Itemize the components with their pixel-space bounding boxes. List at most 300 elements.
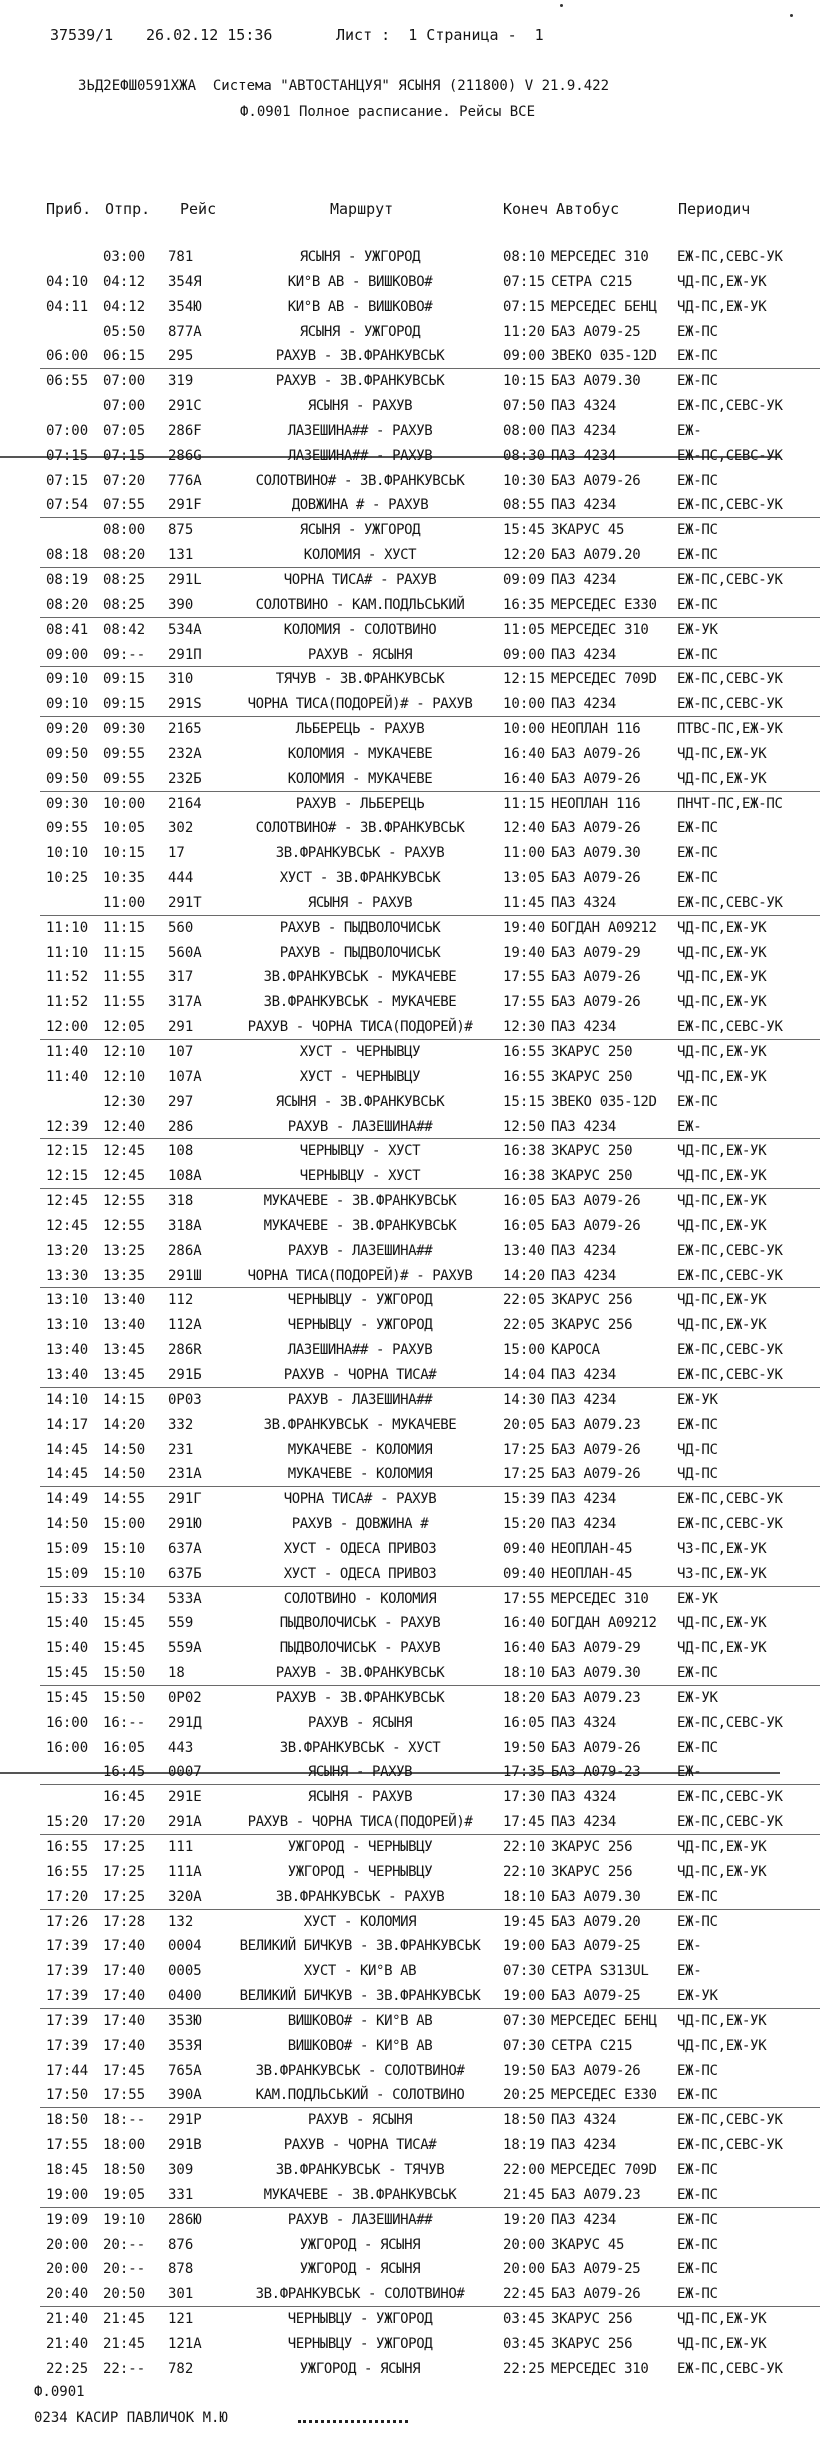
periodicity: ЕЖ-ПС bbox=[677, 870, 718, 887]
arrival-time: 07:15 bbox=[46, 472, 89, 489]
bus-model: ЗКАРУС 256 bbox=[551, 1863, 633, 1880]
route-name: ЗВ.ФРАНКУВСЬК - СОЛОТВИНО# bbox=[255, 2286, 465, 2303]
end-time: 16:05 bbox=[503, 1714, 546, 1731]
arrival-time: 17:39 bbox=[46, 1988, 89, 2005]
route-name: СОЛОТВИНО - КАМ.ПОДЛЬСЬКИЙ bbox=[255, 596, 465, 613]
end-time: 22:10 bbox=[503, 1839, 546, 1855]
end-time: 09:00 bbox=[503, 348, 546, 365]
end-time: 19:50 bbox=[503, 1739, 546, 1756]
table-row bbox=[0, 1363, 840, 1388]
arrival-time: 14:49 bbox=[46, 1491, 89, 1508]
periodicity: ЧД-ПС,ЕЖ-УК bbox=[677, 944, 767, 961]
bus-model: БАЗ А079.30 bbox=[551, 373, 641, 390]
table-row bbox=[0, 990, 840, 1015]
table-row bbox=[0, 444, 840, 469]
end-time: 17:35 bbox=[503, 1764, 546, 1781]
route-name: ЛАЗЕШИНА## - РАХУВ bbox=[287, 422, 433, 439]
end-time: 15:45 bbox=[503, 522, 546, 539]
table-row bbox=[0, 518, 840, 543]
route-name: ХУСТ - ЧЕРНЫВЦУ bbox=[299, 1068, 421, 1085]
end-time: 16:35 bbox=[503, 596, 546, 613]
route-number: 782 bbox=[168, 2360, 194, 2377]
route-name: ЧЕРНЫВЦУ - УЖГОРОД bbox=[287, 1292, 433, 1309]
route-name: ЧЕРНЫВЦУ - УЖГОРОД bbox=[287, 2335, 433, 2352]
table-row bbox=[0, 2059, 840, 2084]
route-number: 112 bbox=[168, 1292, 194, 1309]
bus-model: СЕТРА S313UL bbox=[551, 1963, 649, 1980]
periodicity: ЕЖ-ПС,СЕВС-УК bbox=[677, 1714, 783, 1731]
route-name: ВИШКОВО# - КИ°В АВ bbox=[287, 2037, 433, 2054]
table-row bbox=[0, 1711, 840, 1736]
route-name: КОЛОМИЯ - МУКАЧЕВЕ bbox=[287, 770, 433, 787]
route-number: 776А bbox=[168, 472, 202, 489]
arrival-time: 21:40 bbox=[46, 2311, 89, 2328]
periodicity: ЕЖ-ПС bbox=[677, 1888, 718, 1905]
departure-time: 09:15 bbox=[103, 671, 146, 688]
route-name: КОЛОМИЯ - ХУСТ bbox=[303, 547, 417, 564]
route-name: СОЛОТВИНО# - ЗВ.ФРАНКУВСЬК bbox=[255, 820, 465, 837]
departure-time: 05:50 bbox=[103, 323, 146, 340]
bus-model: БАЗ А079.20 bbox=[551, 1913, 641, 1930]
end-time: 22:45 bbox=[503, 2286, 546, 2303]
end-time: 16:40 bbox=[503, 745, 546, 762]
route-name: СОЛОТВИНО# - ЗВ.ФРАНКУВСЬК bbox=[255, 472, 465, 489]
end-time: 09:40 bbox=[503, 1565, 546, 1582]
route-number: 309 bbox=[168, 2161, 194, 2178]
bus-model: ПАЗ 4324 bbox=[551, 894, 617, 911]
periodicity: ЕЖ-ПС bbox=[677, 1739, 718, 1756]
end-time: 12:30 bbox=[503, 1019, 546, 1036]
arrival-time: 16:00 bbox=[46, 1739, 89, 1756]
route-number: 286F bbox=[168, 422, 202, 439]
bus-model: НЕОПЛАН 116 bbox=[551, 721, 641, 738]
periodicity: ЕЖ-ПС bbox=[677, 1665, 718, 1682]
bus-model: МЕРСЕДЕС 310 bbox=[551, 249, 649, 265]
departure-time: 13:45 bbox=[103, 1366, 146, 1383]
departure-time: 16:45 bbox=[103, 1764, 146, 1781]
route-number: 286 bbox=[168, 1118, 194, 1135]
schedule-table bbox=[0, 245, 840, 2382]
periodicity: ЕЖ-ПС bbox=[677, 2211, 718, 2228]
route-number: 765А bbox=[168, 2062, 202, 2079]
periodicity: ЕЖ-ПС,СЕВС-УК bbox=[677, 571, 783, 588]
bus-model: БОГДАН А09212 bbox=[551, 919, 657, 936]
departure-time: 17:20 bbox=[103, 1814, 146, 1831]
bus-model: ПАЗ 4234 bbox=[551, 1019, 617, 1036]
route-number: 291L bbox=[168, 571, 202, 588]
route-number: 318 bbox=[168, 1193, 194, 1210]
route-name: ЯСЫНЯ - РАХУВ bbox=[307, 1789, 413, 1806]
end-time: 16:40 bbox=[503, 770, 546, 787]
col-route-number: Рейс bbox=[180, 200, 217, 218]
footer-cashier: 0234 КАСИР ПАВЛИЧОК М.Ю bbox=[34, 2410, 228, 2426]
route-name: ЯСЫНЯ - РАХУВ bbox=[307, 894, 413, 911]
bus-model: ЗКАРУС 45 bbox=[551, 2236, 625, 2253]
end-time: 20:00 bbox=[503, 2261, 546, 2278]
table-row bbox=[0, 1313, 840, 1338]
periodicity: ЧД-ПС,ЕЖ-УК bbox=[677, 1193, 767, 1210]
arrival-time: 17:20 bbox=[46, 1888, 89, 1905]
periodicity: ЕЖ-ПС,СЕВС-УК bbox=[677, 1491, 783, 1508]
departure-time: 07:15 bbox=[103, 447, 146, 464]
periodicity: ЕЖ-ПС bbox=[677, 2261, 718, 2278]
periodicity: ЕЖ- bbox=[677, 1938, 702, 1955]
arrival-time: 20:40 bbox=[46, 2286, 89, 2303]
route-number: 390 bbox=[168, 596, 194, 613]
end-time: 20:00 bbox=[503, 2236, 546, 2253]
end-time: 15:00 bbox=[503, 1342, 546, 1359]
table-row bbox=[0, 866, 840, 891]
table-row bbox=[0, 1139, 840, 1164]
departure-time: 04:12 bbox=[103, 298, 146, 315]
end-time: 10:00 bbox=[503, 721, 546, 738]
route-name: МУКАЧЕВЕ - КОЛОМИЯ bbox=[287, 1466, 433, 1483]
periodicity: ЕЖ-ПС,СЕВС-УК bbox=[677, 1019, 783, 1036]
route-name: РАХУВ - ДОВЖИНА # bbox=[291, 1516, 429, 1533]
bus-model: БАЗ А079-26 bbox=[551, 2286, 641, 2303]
periodicity: ЕЖ-ПС bbox=[677, 472, 718, 489]
bus-model: ЗКАРУС 45 bbox=[551, 522, 625, 539]
route-number: 0004 bbox=[168, 1938, 202, 1955]
periodicity: ЕЖ-ПС bbox=[677, 820, 718, 837]
periodicity: ЕЖ-ПС,СЕВС-УК bbox=[677, 1342, 783, 1359]
periodicity: ЧД-ПС,ЕЖ-УК bbox=[677, 2037, 767, 2054]
route-number: 291Е bbox=[168, 1789, 202, 1806]
table-row bbox=[0, 1810, 840, 1835]
end-time: 09:09 bbox=[503, 571, 546, 588]
departure-time: 10:15 bbox=[103, 845, 146, 862]
table-row bbox=[0, 1065, 840, 1090]
table-row bbox=[0, 2009, 840, 2034]
end-time: 19:40 bbox=[503, 944, 546, 961]
table-row bbox=[0, 618, 840, 643]
end-time: 09:00 bbox=[503, 646, 546, 663]
departure-time: 11:55 bbox=[103, 994, 146, 1011]
periodicity: ЕЖ-ПС,СЕВС-УК bbox=[677, 671, 783, 688]
departure-time: 12:55 bbox=[103, 1217, 146, 1234]
periodicity: ЕЖ-ПС,СЕВС-УК bbox=[677, 398, 783, 415]
arrival-time: 17:39 bbox=[46, 2012, 89, 2029]
bus-model: ЗКАРУС 256 bbox=[551, 1292, 633, 1309]
departure-time: 13:40 bbox=[103, 1317, 146, 1334]
route-name: РАХУВ - ЗВ.ФРАНКУВСЬК bbox=[275, 1689, 445, 1706]
route-name: ЗВ.ФРАНКУВСЬК - СОЛОТВИНО# bbox=[255, 2062, 465, 2079]
departure-time: 15:34 bbox=[103, 1590, 146, 1607]
periodicity: ЧД-ПС,ЕЖ-УК bbox=[677, 2335, 767, 2352]
route-number: 286G bbox=[168, 447, 202, 464]
periodicity: ЕЖ-ПС bbox=[677, 522, 718, 539]
arrival-time: 13:40 bbox=[46, 1342, 89, 1359]
route-name: ХУСТ - ЧЕРНЫВЦУ bbox=[299, 1044, 421, 1060]
table-row bbox=[0, 1040, 840, 1065]
route-name: ЧЕРНЫВЦУ - ХУСТ bbox=[299, 1143, 421, 1160]
arrival-time: 16:00 bbox=[46, 1714, 89, 1731]
route-number: 0Р02 bbox=[168, 1689, 202, 1706]
departure-time: 12:30 bbox=[103, 1093, 146, 1110]
end-time: 19:00 bbox=[503, 1938, 546, 1955]
route-number: 18 bbox=[168, 1665, 185, 1682]
bus-model: БАЗ А079-25 bbox=[551, 2261, 641, 2278]
bus-model: БАЗ А079-25 bbox=[551, 1938, 641, 1955]
periodicity: ЧД-ПС,ЕЖ-УК bbox=[677, 2311, 767, 2328]
departure-time: 17:40 bbox=[103, 1988, 146, 2005]
table-row bbox=[0, 1115, 840, 1140]
bus-model: ПАЗ 4234 bbox=[551, 646, 617, 663]
route-number: 560А bbox=[168, 944, 202, 961]
periodicity: ЧД-ПС,ЕЖ-УК bbox=[677, 1068, 767, 1085]
table-row bbox=[0, 1885, 840, 1910]
end-time: 21:45 bbox=[503, 2186, 546, 2203]
route-number: 291 bbox=[168, 1019, 194, 1036]
arrival-time: 11:52 bbox=[46, 969, 89, 986]
periodicity: ЧД-ПС,ЕЖ-УК bbox=[677, 919, 767, 936]
route-number: 444 bbox=[168, 870, 194, 887]
route-name: РАХУВ - ЧОРНА ТИСА(ПОДОРЕЙ)# bbox=[247, 1019, 473, 1036]
periodicity: ЕЖ-УК bbox=[677, 1590, 718, 1607]
periodicity: ЧД-ПС bbox=[677, 1466, 718, 1483]
table-row bbox=[0, 891, 840, 916]
end-time: 16:55 bbox=[503, 1068, 546, 1085]
table-row bbox=[0, 1785, 840, 1810]
route-number: 443 bbox=[168, 1739, 194, 1756]
departure-time: 16:05 bbox=[103, 1739, 146, 1756]
bus-model: ПАЗ 4234 bbox=[551, 696, 617, 713]
route-name: ПЫДВОЛОЧИСЬК - РАХУВ bbox=[279, 1640, 441, 1657]
bus-model: МЕРСЕДЕС 310 bbox=[551, 2360, 649, 2377]
table-row bbox=[0, 692, 840, 717]
periodicity: ПНЧТ-ПС,ЕЖ-ПС bbox=[677, 795, 783, 812]
arrival-time: 12:15 bbox=[46, 1143, 89, 1160]
departure-time: 10:05 bbox=[103, 820, 146, 837]
route-number: 286R bbox=[168, 1342, 202, 1359]
route-name: РАХУВ - ЯСЫНЯ bbox=[307, 646, 413, 663]
route-number: 332 bbox=[168, 1416, 194, 1433]
departure-time: 17:25 bbox=[103, 1839, 146, 1855]
route-number: 291Р bbox=[168, 2112, 202, 2129]
bus-model: БАЗ А079.20 bbox=[551, 547, 641, 564]
route-number: 331 bbox=[168, 2186, 194, 2203]
arrival-time: 12:45 bbox=[46, 1193, 89, 1210]
periodicity: ЕЖ-ПС bbox=[677, 2186, 718, 2203]
route-number: 291В bbox=[168, 2137, 202, 2154]
route-name: УЖГОРОД - ЯСЫНЯ bbox=[299, 2261, 421, 2278]
arrival-time: 13:20 bbox=[46, 1242, 89, 1259]
periodicity: ЕЖ-ПС bbox=[677, 1093, 718, 1110]
end-time: 07:15 bbox=[503, 298, 546, 315]
bus-model: БАЗ А079-26 bbox=[551, 994, 641, 1011]
periodicity: ЕЖ-ПС bbox=[677, 323, 718, 340]
bus-model: МЕРСЕДЕС Е330 bbox=[551, 2087, 657, 2104]
route-name: ВЕЛИКИЙ БИЧКУВ - ЗВ.ФРАНКУВСЬК bbox=[239, 1938, 481, 1955]
arrival-time: 09:10 bbox=[46, 671, 89, 688]
table-row bbox=[0, 2307, 840, 2332]
route-name: РАХУВ - ЯСЫНЯ bbox=[307, 2112, 413, 2129]
table-row bbox=[0, 2133, 840, 2158]
route-number: 108 bbox=[168, 1143, 194, 1160]
route-name: ЯСЫНЯ - РАХУВ bbox=[307, 398, 413, 415]
end-time: 15:39 bbox=[503, 1491, 546, 1508]
departure-time: 18:-- bbox=[103, 2112, 146, 2129]
end-time: 11:00 bbox=[503, 845, 546, 862]
route-number: 560 bbox=[168, 919, 194, 936]
route-number: 297 bbox=[168, 1093, 194, 1110]
departure-time: 11:00 bbox=[103, 894, 146, 911]
end-time: 19:20 bbox=[503, 2211, 546, 2228]
route-number: 875 bbox=[168, 522, 194, 539]
end-time: 22:00 bbox=[503, 2161, 546, 2178]
route-number: 317 bbox=[168, 969, 194, 986]
route-name: ВЕЛИКИЙ БИЧКУВ - ЗВ.ФРАНКУВСЬК bbox=[239, 1988, 481, 2005]
departure-time: 06:15 bbox=[103, 348, 146, 365]
departure-time: 07:05 bbox=[103, 422, 146, 439]
table-row bbox=[0, 369, 840, 394]
bus-model: СЕТРА С215 bbox=[551, 273, 633, 290]
arrival-time: 12:45 bbox=[46, 1217, 89, 1234]
periodicity: ЕЖ-ПС bbox=[677, 2087, 718, 2104]
bus-model: ПАЗ 4234 bbox=[551, 571, 617, 588]
route-name: РАХУВ - ЛАЗЕШИНА## bbox=[287, 1242, 433, 1259]
departure-time: 17:40 bbox=[103, 2012, 146, 2029]
arrival-time: 09:55 bbox=[46, 820, 89, 837]
table-row bbox=[0, 2158, 840, 2183]
bus-model: ЗКАРУС 250 bbox=[551, 1143, 633, 1160]
departure-time: 12:45 bbox=[103, 1168, 146, 1185]
end-time: 19:50 bbox=[503, 2062, 546, 2079]
route-name: РАХУВ - ПЫДВОЛОЧИСЬК bbox=[279, 944, 441, 961]
periodicity: ЧД-ПС bbox=[677, 1441, 718, 1458]
periodicity: ЕЖ-ПС,СЕВС-УК bbox=[677, 1366, 783, 1383]
bus-model: ПАЗ 4234 bbox=[551, 1118, 617, 1135]
end-time: 22:05 bbox=[503, 1317, 546, 1334]
bus-model: ПАЗ 4324 bbox=[551, 1789, 617, 1806]
table-row bbox=[0, 1189, 840, 1214]
route-number: 232А bbox=[168, 745, 202, 762]
periodicity: ЕЖ- bbox=[677, 422, 702, 439]
departure-time: 14:50 bbox=[103, 1466, 146, 1483]
bus-model: БАЗ А079.23 bbox=[551, 1689, 641, 1706]
table-row bbox=[0, 643, 840, 668]
bus-model: ПАЗ 4234 bbox=[551, 422, 617, 439]
arrival-time: 11:40 bbox=[46, 1044, 89, 1060]
end-time: 16:40 bbox=[503, 1615, 546, 1632]
periodicity: ЧД-ПС,ЕЖ-УК bbox=[677, 298, 767, 315]
periodicity: ЧД-ПС,ЕЖ-УК bbox=[677, 969, 767, 986]
route-number: 0005 bbox=[168, 1963, 202, 1980]
route-number: 353Ю bbox=[168, 2012, 202, 2029]
table-row bbox=[0, 419, 840, 444]
end-time: 16:05 bbox=[503, 1217, 546, 1234]
end-time: 19:00 bbox=[503, 1988, 546, 2005]
table-row bbox=[0, 2083, 840, 2108]
end-time: 14:20 bbox=[503, 1267, 546, 1284]
departure-time: 15:10 bbox=[103, 1565, 146, 1582]
route-name: ХУСТ - КИ°В АВ bbox=[303, 1963, 417, 1980]
arrival-time: 13:10 bbox=[46, 1292, 89, 1309]
bus-model: ПАЗ 4234 bbox=[551, 447, 617, 464]
route-name: ЗВ.ФРАНКУВСЬК - ТЯЧУВ bbox=[275, 2161, 445, 2178]
bus-model: МЕРСЕДЕС БЕНЦ bbox=[551, 298, 657, 315]
end-time: 07:15 bbox=[503, 273, 546, 290]
col-route: Маршрут bbox=[330, 200, 394, 218]
bus-model: ПАЗ 4234 bbox=[551, 1814, 617, 1831]
end-time: 07:30 bbox=[503, 2037, 546, 2054]
arrival-time: 22:25 bbox=[46, 2360, 89, 2377]
periodicity: ЧД-ПС,ЕЖ-УК bbox=[677, 745, 767, 762]
route-number: 291Д bbox=[168, 1714, 202, 1731]
departure-time: 16:45 bbox=[103, 1789, 146, 1806]
departure-time: 08:42 bbox=[103, 621, 146, 638]
departure-time: 09:-- bbox=[103, 646, 146, 663]
table-row bbox=[0, 1239, 840, 1264]
arrival-time: 17:26 bbox=[46, 1913, 89, 1930]
sheet-page-indicator: Лист : 1 Страница - 1 bbox=[336, 26, 544, 44]
periodicity: ЧЗ-ПС,ЕЖ-УК bbox=[677, 1540, 767, 1557]
bus-model: БАЗ А079-26 bbox=[551, 472, 641, 489]
table-row bbox=[0, 1562, 840, 1587]
bus-model: ПАЗ 4324 bbox=[551, 1714, 617, 1731]
bus-model: БАЗ А079-23 bbox=[551, 1764, 641, 1781]
table-row bbox=[0, 1090, 840, 1115]
periodicity: ЧД-ПС,ЕЖ-УК bbox=[677, 1044, 767, 1060]
table-row bbox=[0, 1438, 840, 1463]
end-time: 07:30 bbox=[503, 2012, 546, 2029]
route-number: 319 bbox=[168, 373, 194, 390]
departure-time: 15:00 bbox=[103, 1516, 146, 1533]
departure-time: 12:45 bbox=[103, 1143, 146, 1160]
bus-model: БАЗ А079-26 bbox=[551, 1193, 641, 1210]
table-row bbox=[0, 1487, 840, 1512]
end-time: 22:05 bbox=[503, 1292, 546, 1309]
departure-time: 12:55 bbox=[103, 1193, 146, 1210]
end-time: 14:04 bbox=[503, 1366, 546, 1383]
table-row bbox=[0, 1661, 840, 1686]
departure-time: 14:50 bbox=[103, 1441, 146, 1458]
departure-time: 04:12 bbox=[103, 273, 146, 290]
end-time: 11:15 bbox=[503, 795, 546, 812]
route-name: ЗВ.ФРАНКУВСЬК - РАХУВ bbox=[275, 845, 445, 862]
route-name: ЗВ.ФРАНКУВСЬК - ХУСТ bbox=[279, 1739, 441, 1756]
end-time: 14:30 bbox=[503, 1391, 546, 1408]
periodicity: ЕЖ-ПС bbox=[677, 2286, 718, 2303]
departure-time: 07:00 bbox=[103, 398, 146, 415]
bus-model: ПАЗ 4234 bbox=[551, 1366, 617, 1383]
bus-model: ЗКАРУС 250 bbox=[551, 1044, 633, 1060]
end-time: 11:20 bbox=[503, 323, 546, 340]
arrival-time: 16:55 bbox=[46, 1839, 89, 1855]
periodicity: ЕЖ- bbox=[677, 1118, 702, 1135]
bus-model: БАЗ А079-25 bbox=[551, 1988, 641, 2005]
table-row bbox=[0, 2034, 840, 2059]
periodicity: ЕЖ-ПС,СЕВС-УК bbox=[677, 2137, 783, 2154]
periodicity: ЧД-ПС,ЕЖ-УК bbox=[677, 1143, 767, 1160]
table-row bbox=[0, 568, 840, 593]
route-name: РАХУВ - ЛАЗЕШИНА## bbox=[287, 1391, 433, 1408]
end-time: 12:15 bbox=[503, 671, 546, 688]
arrival-time: 15:45 bbox=[46, 1665, 89, 1682]
periodicity: ЕЖ-УК bbox=[677, 1391, 718, 1408]
route-number: 534А bbox=[168, 621, 202, 638]
table-row bbox=[0, 1462, 840, 1487]
periodicity: ЧД-ПС,ЕЖ-УК bbox=[677, 273, 767, 290]
departure-time: 21:45 bbox=[103, 2311, 146, 2328]
departure-time: 11:15 bbox=[103, 919, 146, 936]
departure-time: 14:15 bbox=[103, 1391, 146, 1408]
route-name: ЛЬБЕРЕЦЬ - РАХУВ bbox=[295, 721, 425, 738]
col-bus: Автобус bbox=[556, 200, 620, 218]
route-number: 17 bbox=[168, 845, 185, 862]
table-row bbox=[0, 1636, 840, 1661]
departure-time: 14:20 bbox=[103, 1416, 146, 1433]
